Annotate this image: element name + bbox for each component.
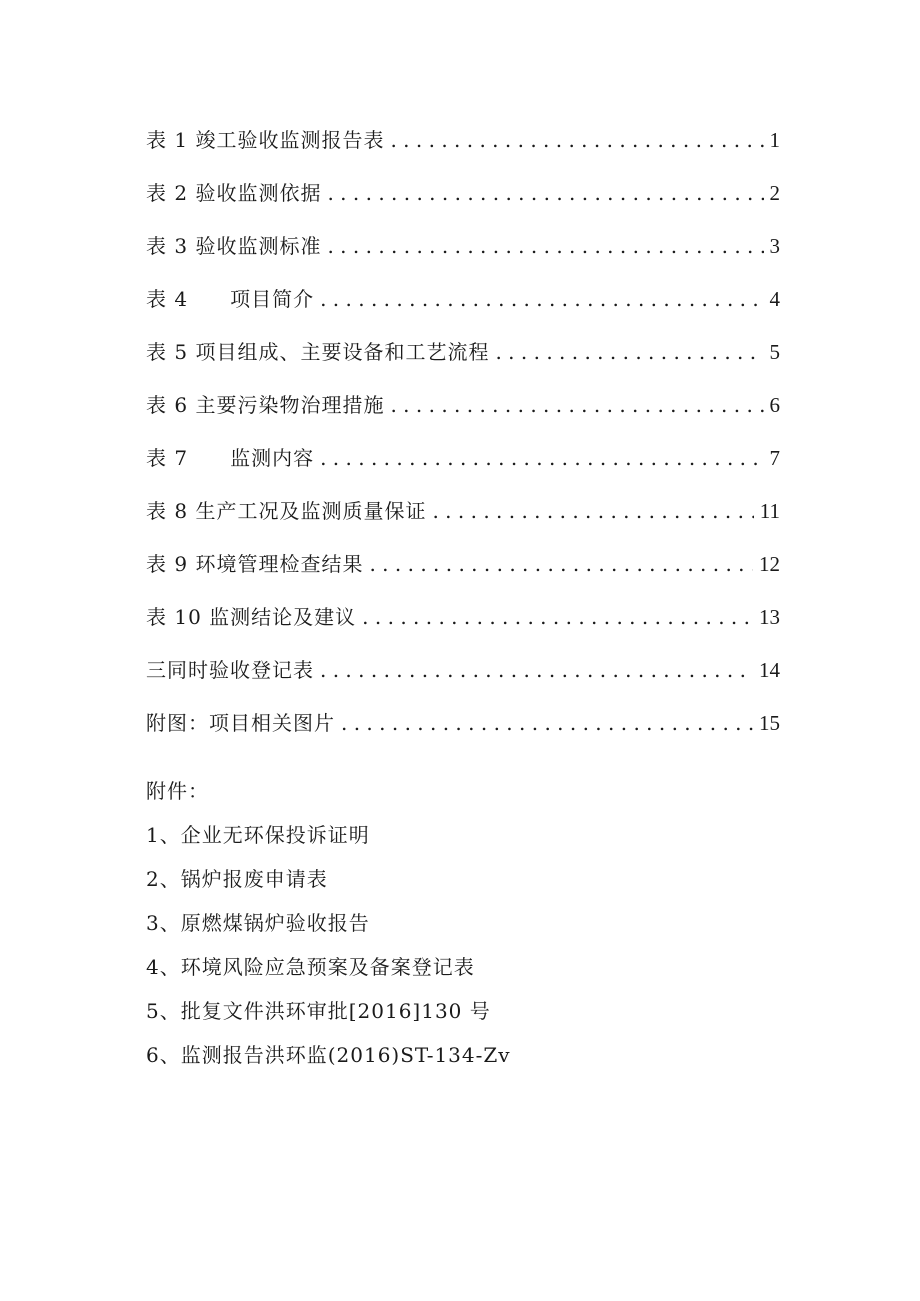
toc-entry-page: 5	[769, 340, 780, 364]
toc-leader-dots	[369, 546, 753, 582]
attachments-section	[146, 773, 786, 1081]
toc-entry-page: 13	[759, 605, 780, 629]
toc-entry-title: 表 3 验收监测标准	[146, 234, 322, 258]
attachment-item: 1、企业无环保投诉证明	[146, 823, 370, 847]
toc-entry[interactable]	[146, 652, 780, 705]
toc-leader-dots	[390, 122, 763, 158]
toc-leader-dots	[320, 281, 763, 317]
toc-entry-page: 6	[769, 393, 780, 417]
toc-leader-dots	[320, 652, 753, 688]
toc-leader-dots	[327, 228, 763, 264]
toc-entry-page: 3	[769, 234, 780, 258]
attachment-item: 3、原燃煤锅炉验收报告	[146, 911, 370, 935]
attachments-heading: 附件：	[146, 779, 209, 803]
toc-leader-dots	[495, 334, 763, 370]
toc-entry-title: 表 1 竣工验收监测报告表	[146, 128, 385, 152]
toc-entry-page: 14	[759, 658, 780, 682]
attachment-item: 6、监测报告洪环监(2016)ST-134-Zv	[146, 1043, 511, 1067]
toc-leader-dots	[362, 599, 753, 635]
toc-leader-dots	[341, 705, 753, 741]
toc-entry[interactable]	[146, 440, 780, 493]
toc-entry-page: 7	[769, 446, 780, 470]
toc-entry[interactable]	[146, 334, 780, 387]
toc-entry-title: 表 7 监测内容	[146, 446, 315, 470]
toc-entry-title: 附图：项目相关图片	[146, 711, 335, 735]
toc-entry[interactable]	[146, 175, 780, 228]
toc-entry[interactable]	[146, 387, 780, 440]
toc-entry[interactable]	[146, 122, 780, 175]
toc-entry[interactable]	[146, 281, 780, 334]
attachment-item: 5、批复文件洪环审批[2016]130 号	[146, 999, 491, 1023]
toc-entry[interactable]	[146, 705, 780, 758]
toc-entry[interactable]	[146, 599, 780, 652]
toc-entry-page: 4	[769, 287, 780, 311]
toc-entry-page: 2	[769, 181, 780, 205]
attachment-item: 2、锅炉报废申请表	[146, 867, 328, 891]
toc-leader-dots	[320, 440, 763, 476]
attachment-item: 4、环境风险应急预案及备案登记表	[146, 955, 475, 979]
toc-entry-title: 三同时验收登记表	[146, 658, 314, 682]
toc-entry[interactable]	[146, 493, 780, 546]
toc-entry[interactable]	[146, 228, 780, 281]
toc-leader-dots	[327, 175, 763, 211]
toc-entry-title: 表 8 生产工况及监测质量保证	[146, 499, 427, 523]
toc-entry-title: 表 5 项目组成、主要设备和工艺流程	[146, 340, 490, 364]
toc-entry-page: 12	[759, 552, 780, 576]
toc-entry-title: 表 2 验收监测依据	[146, 181, 322, 205]
toc-entry-title: 表 9 环境管理检查结果	[146, 552, 364, 576]
toc-entry-page: 11	[759, 499, 780, 523]
toc-leader-dots	[432, 493, 753, 529]
toc-entry-title: 表 4 项目简介	[146, 287, 315, 311]
toc-entry[interactable]	[146, 546, 780, 599]
toc-entry-page: 1	[769, 128, 780, 152]
table-of-contents	[146, 122, 780, 758]
toc-entry-page: 15	[759, 711, 780, 735]
toc-leader-dots	[390, 387, 763, 423]
toc-entry-title: 表 10 监测结论及建议	[146, 605, 357, 629]
toc-entry-title: 表 6 主要污染物治理措施	[146, 393, 385, 417]
